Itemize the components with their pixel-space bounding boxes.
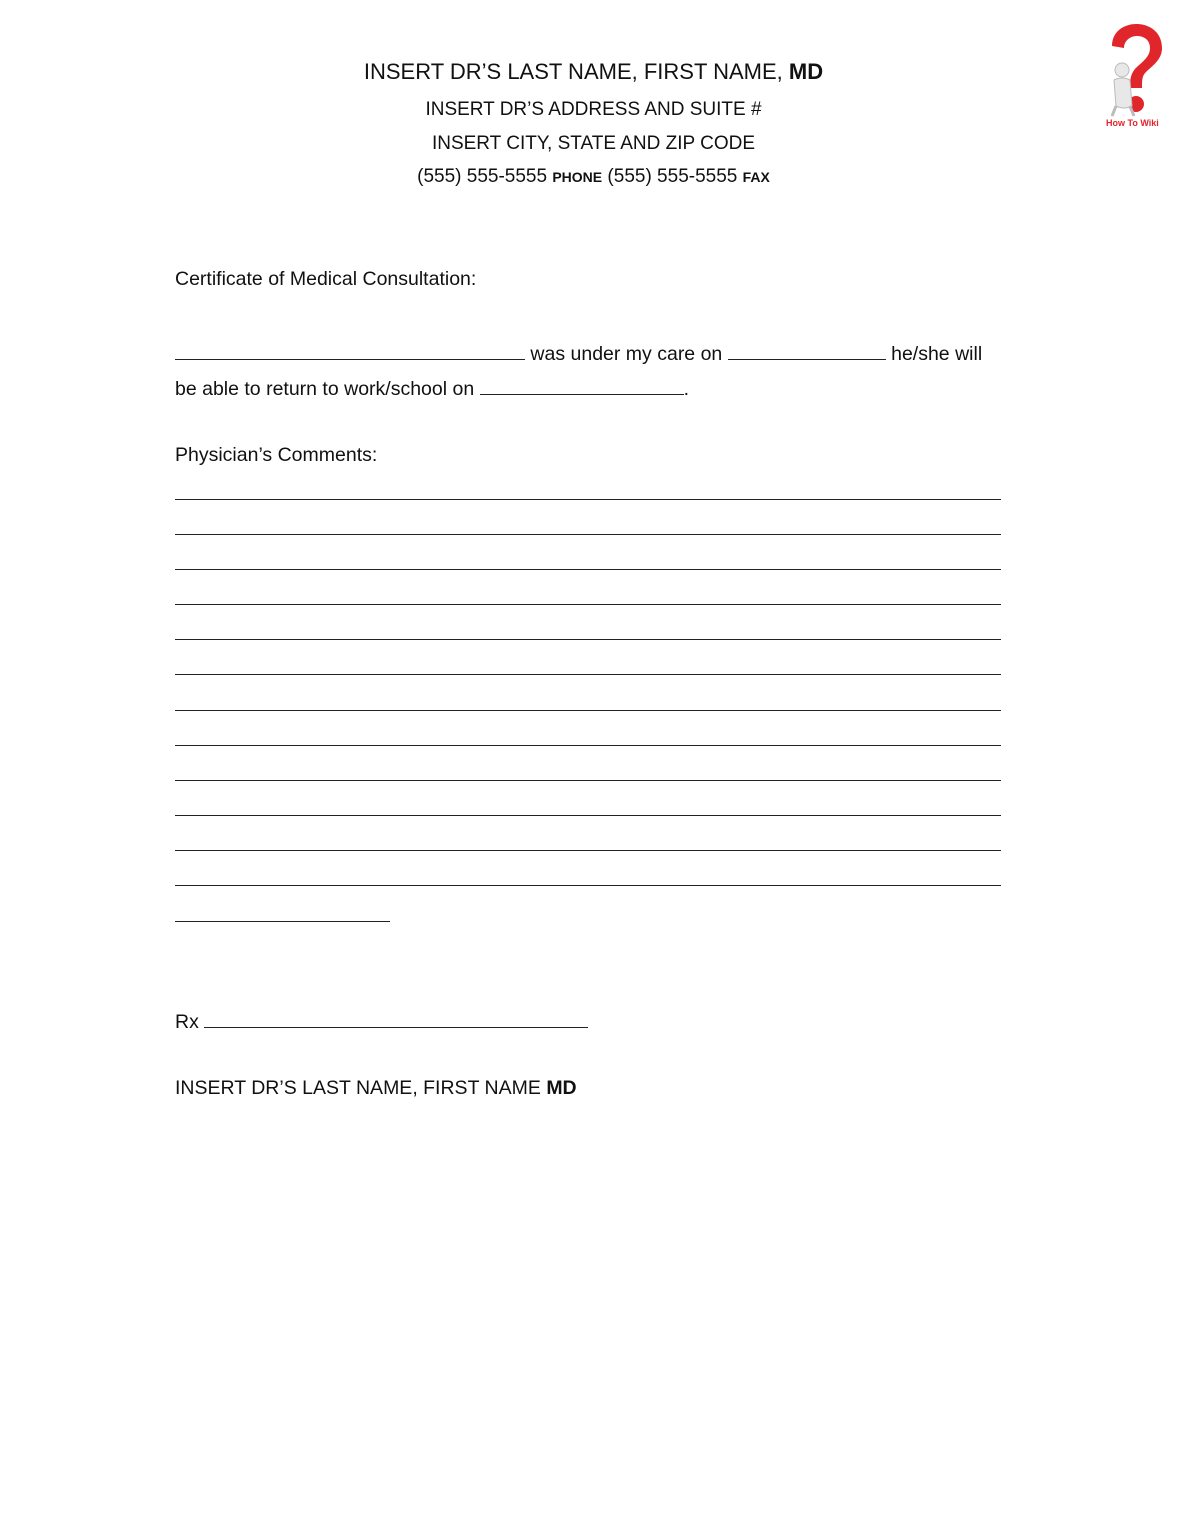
care-date-blank[interactable] bbox=[728, 341, 886, 360]
phone-number: (555) 555-5555 bbox=[417, 166, 548, 187]
comment-line[interactable] bbox=[175, 534, 1001, 535]
comment-line-short[interactable] bbox=[175, 921, 390, 922]
comment-line[interactable] bbox=[175, 780, 1001, 781]
fax-label: FAX bbox=[742, 169, 770, 185]
comment-line[interactable] bbox=[175, 639, 1001, 640]
how-to-wiki-logo bbox=[1100, 22, 1170, 132]
phone-label: PHONE bbox=[552, 169, 603, 185]
comment-line[interactable] bbox=[175, 815, 1001, 816]
statement-line-2 bbox=[175, 376, 689, 400]
rx-label: Rx bbox=[175, 1011, 199, 1033]
logo-text: How To Wiki bbox=[1106, 118, 1159, 128]
comment-line[interactable] bbox=[175, 569, 1001, 570]
return-text: be able to return to work/school on bbox=[175, 378, 475, 400]
doctor-address: INSERT DR’S ADDRESS AND SUITE # bbox=[425, 99, 762, 120]
doctor-name: INSERT DR’S LAST NAME, FIRST NAME, bbox=[363, 59, 783, 84]
signature-line bbox=[175, 1079, 577, 1099]
patient-name-blank[interactable] bbox=[175, 341, 525, 360]
period: . bbox=[683, 378, 690, 400]
rx-row bbox=[175, 1009, 588, 1033]
comment-line[interactable] bbox=[175, 710, 1001, 711]
signature-suffix: MD bbox=[546, 1077, 577, 1099]
comments-label: Physician’s Comments: bbox=[175, 444, 378, 466]
rx-blank[interactable] bbox=[204, 1009, 588, 1028]
comment-line[interactable] bbox=[175, 499, 1001, 500]
signature-name: INSERT DR’S LAST NAME, FIRST NAME bbox=[175, 1077, 541, 1099]
comment-line[interactable] bbox=[175, 850, 1001, 851]
contact-line bbox=[0, 166, 1187, 188]
fax-number: (555) 555-5555 bbox=[607, 166, 738, 187]
comment-line[interactable] bbox=[175, 604, 1001, 605]
question-mark-person-icon bbox=[1100, 22, 1170, 118]
comment-line[interactable] bbox=[175, 745, 1001, 746]
statement-line-1 bbox=[175, 341, 982, 365]
doctor-city-line: INSERT CITY, STATE AND ZIP CODE bbox=[431, 133, 756, 154]
comment-line[interactable] bbox=[175, 885, 1001, 886]
return-date-blank[interactable] bbox=[480, 376, 684, 395]
certificate-title: Certificate of Medical Consultation: bbox=[175, 268, 477, 290]
statement-mid-text: was under my care on bbox=[530, 343, 723, 365]
doctor-suffix: MD bbox=[788, 59, 824, 84]
statement-end-text: he/she will bbox=[891, 343, 983, 365]
comment-line[interactable] bbox=[175, 674, 1001, 675]
doctor-name-heading bbox=[0, 59, 1187, 85]
